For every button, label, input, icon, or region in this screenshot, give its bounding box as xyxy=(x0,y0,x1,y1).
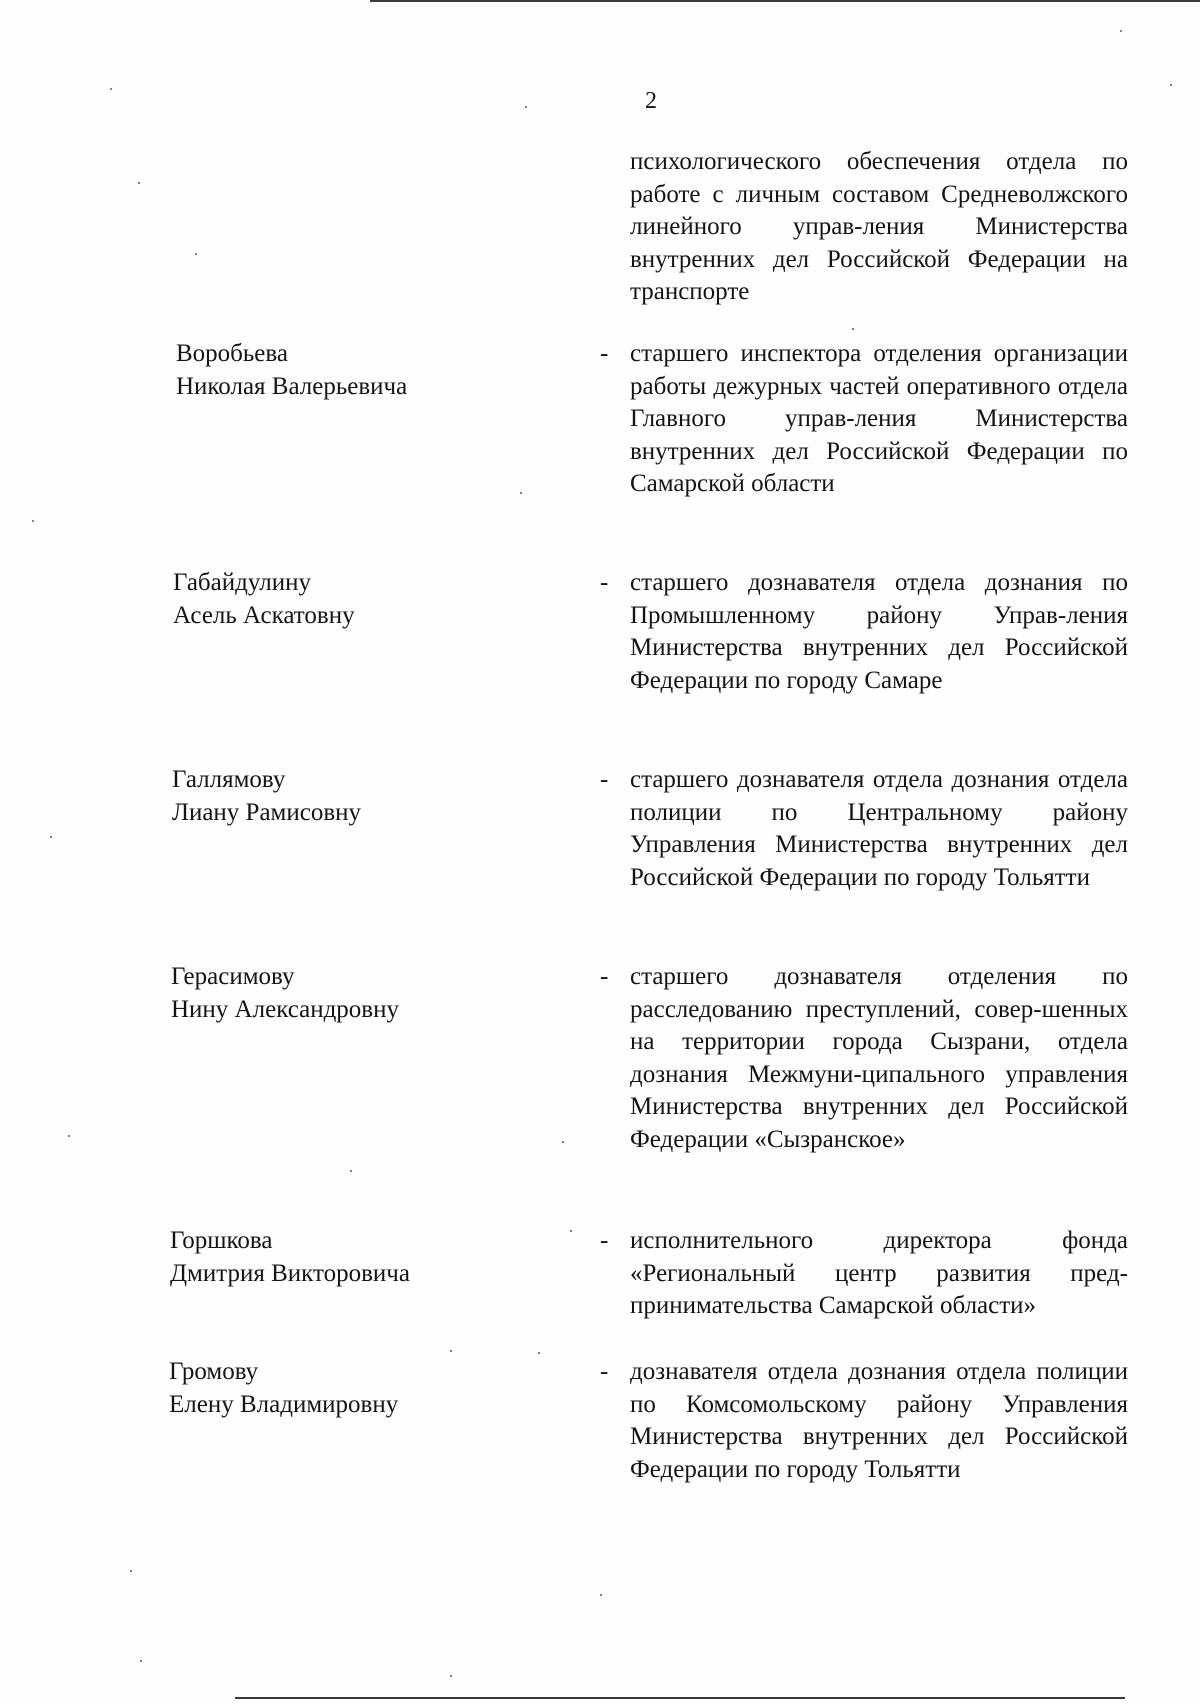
person-surname: Габайдулину xyxy=(173,569,311,596)
person-name xyxy=(171,961,399,1026)
person-position: старшего дознавателя отделения по расследованию преступлений, совер-шенных на территории города Сызрани, отдела дознания Межмуни-ципального управления Министерства внутренних дел Российской Федерации «Сызранское» xyxy=(630,963,1128,1153)
entry-dash: - xyxy=(600,340,609,367)
scan-speck xyxy=(852,328,854,330)
scan-speck xyxy=(130,1570,132,1572)
scan-speck xyxy=(195,253,197,255)
scan-speck xyxy=(450,1675,452,1677)
person-name xyxy=(176,338,407,403)
entry-dash: - xyxy=(600,963,609,990)
person-given-names: Нину Александровну xyxy=(171,995,399,1023)
person-given-names: Дмитрия Викторовича xyxy=(170,1259,410,1287)
page-number: 2 xyxy=(645,88,657,114)
entry-dash: - xyxy=(600,766,609,793)
scan-speck xyxy=(520,492,522,494)
bottom-scan-edge xyxy=(235,1697,1125,1699)
person-given-names: Лиану Рамисовну xyxy=(172,798,362,826)
scan-speck xyxy=(32,520,34,522)
person-surname: Герасимову xyxy=(171,963,295,990)
person-position: старшего дознавателя отдела дознания отдела полиции по Центральному району Управления Министерства внутренних дел Российской Федерации по городу Тольятти xyxy=(630,766,1128,891)
person-name xyxy=(173,567,355,632)
scan-speck xyxy=(110,88,112,90)
person-position: старшего дознавателя отдела дознания по Промышленному району Управ-ления Министерства внутренних дел Российской Федерации по городу Самаре xyxy=(630,569,1128,694)
scan-speck xyxy=(1170,84,1172,86)
person-given-names: Елену Владимировну xyxy=(169,1390,399,1418)
entry-dash: - xyxy=(600,569,609,596)
person-surname: Воробьева xyxy=(176,340,288,367)
scan-speck xyxy=(562,1141,564,1143)
person-surname: Галлямову xyxy=(172,766,286,793)
scan-speck xyxy=(50,836,52,838)
entry-dash: - xyxy=(600,1227,609,1254)
person-position: исполнительного директора фонда «Региональный центр развития пред-принимательства Самарской области» xyxy=(630,1227,1128,1319)
person-position: старшего инспектора отделения организации работы дежурных частей оперативного отдела Главного управ-ления Министерства внутренних дел Российской Федерации по Самарской области xyxy=(630,340,1128,497)
person-position: дознавателя отдела дознания отдела полиции по Комсомольскому району Управления Министерства внутренних дел Российской Федерации по городу Тольятти xyxy=(630,1358,1128,1483)
person-name xyxy=(169,1356,398,1421)
scan-speck xyxy=(570,1230,572,1232)
scan-speck xyxy=(1120,30,1122,32)
top-scan-edge xyxy=(370,0,1200,2)
scan-speck xyxy=(350,1170,352,1172)
scan-speck xyxy=(450,1350,452,1352)
scan-speck xyxy=(138,182,140,184)
scan-speck xyxy=(140,1660,142,1662)
person-name xyxy=(172,764,361,829)
person-surname: Громову xyxy=(169,1358,259,1385)
person-given-names: Николая Валерьевича xyxy=(176,372,408,400)
scan-speck xyxy=(68,1135,70,1137)
continued-position-text: психологического обеспечения отдела по работе с личным составом Средневолжского линейного управ-ления Министерства внутренних дел Российской Федерации на транспорте xyxy=(630,148,1128,305)
person-name xyxy=(170,1225,410,1290)
entry-dash: - xyxy=(600,1358,609,1385)
scan-speck xyxy=(600,1594,602,1596)
person-surname: Горшкова xyxy=(170,1227,273,1254)
person-given-names: Асель Аскатовну xyxy=(173,601,355,629)
scan-speck xyxy=(525,106,527,108)
scan-speck xyxy=(538,1352,540,1354)
